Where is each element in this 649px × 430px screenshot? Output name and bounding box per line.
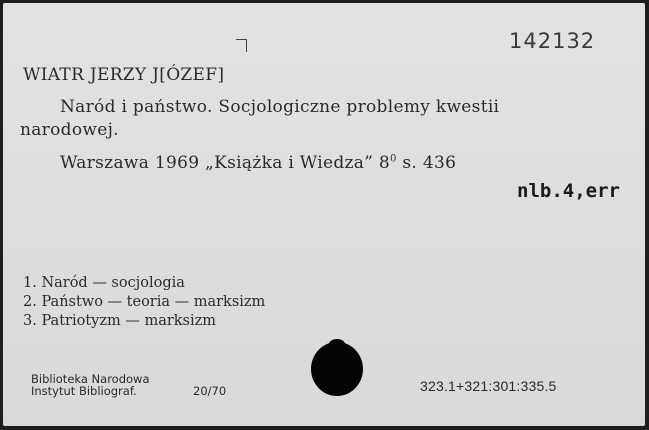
classification-number: 323.1+321:301:335.5 <box>420 378 557 394</box>
punch-hole <box>311 342 363 396</box>
title-line-2: narodowej. <box>20 120 119 140</box>
imprint <box>60 153 456 173</box>
footer-code: 20/70 <box>193 384 227 398</box>
imprint-format-sup: 0 <box>390 153 397 165</box>
imprint-pages: s. 436 <box>396 153 457 173</box>
marc-code: nlb.4,err <box>517 180 620 202</box>
author-heading: WIATR JERZY J[ÓZEF] <box>23 65 225 85</box>
call-number: 142132 <box>509 29 596 53</box>
imprint-text: Warszawa 1969 „Książka i Wiedza” 8 <box>60 153 391 173</box>
footer-institute: Instytut Bibliograf. <box>31 384 137 398</box>
subject-3: 3. Patriotyzm — marksizm <box>23 313 217 329</box>
catalog-card <box>3 3 645 426</box>
footer-library: Biblioteka Narodowa <box>31 372 150 386</box>
subject-2: 2. Państwo — teoria — marksizm <box>23 294 266 310</box>
title-line-1: Naród i państwo. Socjologiczne problemy kwestii <box>60 97 500 117</box>
handwritten-mark <box>236 39 247 52</box>
subject-1: 1. Naród — socjologia <box>23 275 185 291</box>
